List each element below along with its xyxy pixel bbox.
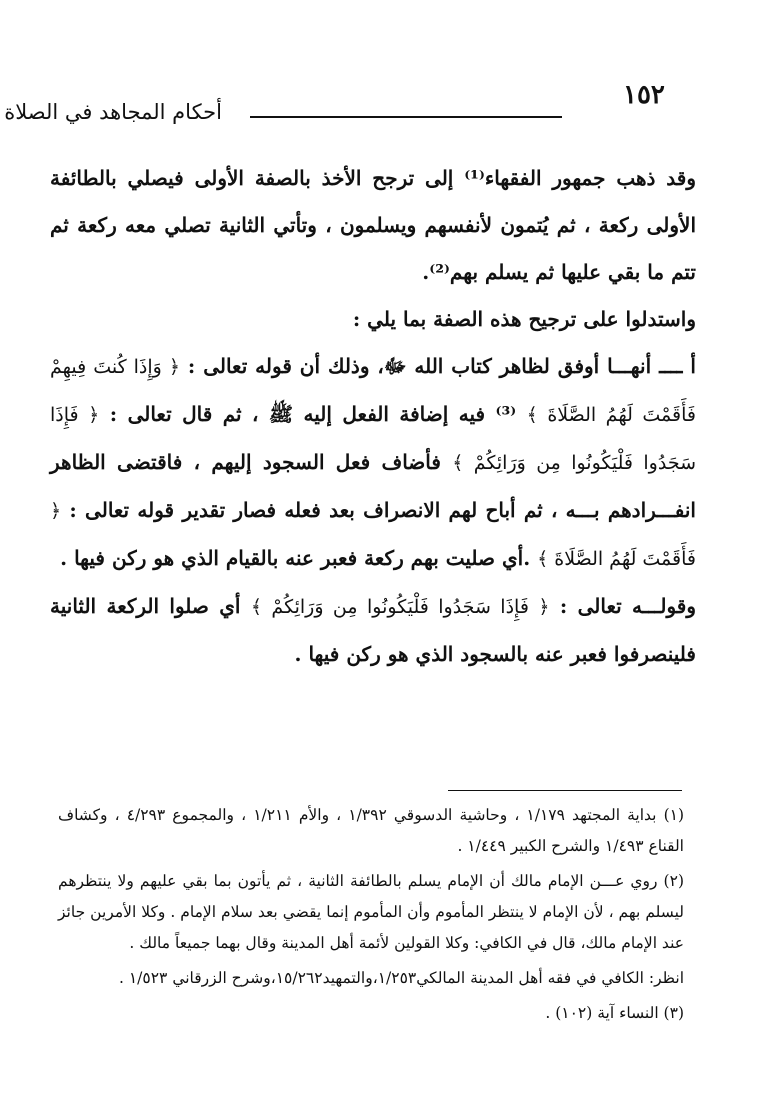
quran-verse: ﴿ فَإِذَا سَجَدُوا فَلْيَكُونُوا مِن وَرَائِكُمْ ﴾ xyxy=(250,596,550,618)
paragraph-text: وقولـــه تعالى : xyxy=(559,594,697,618)
footnotes xyxy=(58,800,684,1029)
paragraph-text: .أي صليت بهم ركعة فعبر عنه بالقيام الذي هو ركن فيها . xyxy=(60,546,531,570)
paragraph-text: ⁽³⁾ فيه إضافة الفعل إليه ﷺ ، ثم قال تعالى : xyxy=(109,402,517,426)
paragraph xyxy=(50,583,696,678)
footnote-1: (١) بداية المجتهد ١/١٧٩ ، وحاشية الدسوقي ١/٣٩٢ ، والأم ١/٢١١ ، والمجموع ٤/٢٩٣ ، وكشاف القناع ١/٤٩٣ والشرح الكبير ١/٤٤٩ . xyxy=(58,806,685,855)
page-number: ١٥٢ xyxy=(623,80,665,110)
footnote-2-reference: انظر: الكافي في فقه أهل المدينة المالكي١/٢٥٣،والتمهيد١٥/٢٦٢،وشرح الزرقاني ١/٥٢٣ . xyxy=(119,969,684,987)
paragraph: واستدلوا على ترجيح هذه الصفة بما يلي : xyxy=(352,307,696,331)
running-title: أحكام المجاهد في الصلاة xyxy=(4,100,222,124)
paragraph xyxy=(50,343,696,583)
quran-verse: ﴿ وَإِذَا كُنتَ فِيهِمْ فَأَقَمْتَ لَهُمُ الصَّلَاةَ ﴾ xyxy=(50,356,696,426)
quran-verse: ﴿ فَإِذَا سَجَدُوا فَلْيَكُونُوا مِن وَرَائِكُمْ ﴾ xyxy=(50,404,696,474)
paragraph-text: فأضاف فعل السجود إليهم ، فاقتضى الظاهر انفـــرادهم بـــه ، ثم أباح لهم الانصراف بعد فعله فصار تقدير قوله تعالى : xyxy=(50,450,696,522)
footnote-rule xyxy=(448,790,682,791)
footnote-3: (٣) النساء آية (١٠٢) . xyxy=(545,1004,684,1022)
footnote-2: (٢) روي عـــن الإمام مالك أن الإمام يسلم بالطائفة الثانية ، ثم يأتون بما بقي عليهم ولا ينتظرهم ليسلم بهم ، لأن الإمام لا ينتظر المأموم وأن المأموم إنما يقضي بعد سلام الإمام . وكلا الأمرين جائز عند الإمام مالك، قال في الكافي: وكلا القولين لأئمة أهل المدينة وقال بهما جميعاً مالك . xyxy=(58,872,684,952)
paragraph-text: أ ــــ أنهـــا أوفق لظاهر كتاب الله ﷻ، وذلك أن قوله تعالى : xyxy=(187,354,696,378)
main-text xyxy=(50,155,696,678)
paragraph: وقد ذهب جمهور الفقهاء⁽¹⁾ إلى ترجح الأخذ بالصفة الأولى فيصلي بالطائفة الأولى ركعة ، ثم يُتمون لأنفسهم ويسلمون ، وتأتي الثانية تصلي معه ركعة ثم تتم ما بقي عليها ثم يسلم بهم⁽²⁾. xyxy=(50,166,696,284)
header-rule xyxy=(250,116,562,118)
paragraph-text: أي صلوا الركعة الثانية فلينصرفوا فعبر عنه بالسجود الذي هو ركن فيها . xyxy=(50,594,696,666)
quran-verse: ﴿ فَأَقَمْتَ لَهُمُ الصَّلَاةَ ﴾ xyxy=(50,500,696,570)
